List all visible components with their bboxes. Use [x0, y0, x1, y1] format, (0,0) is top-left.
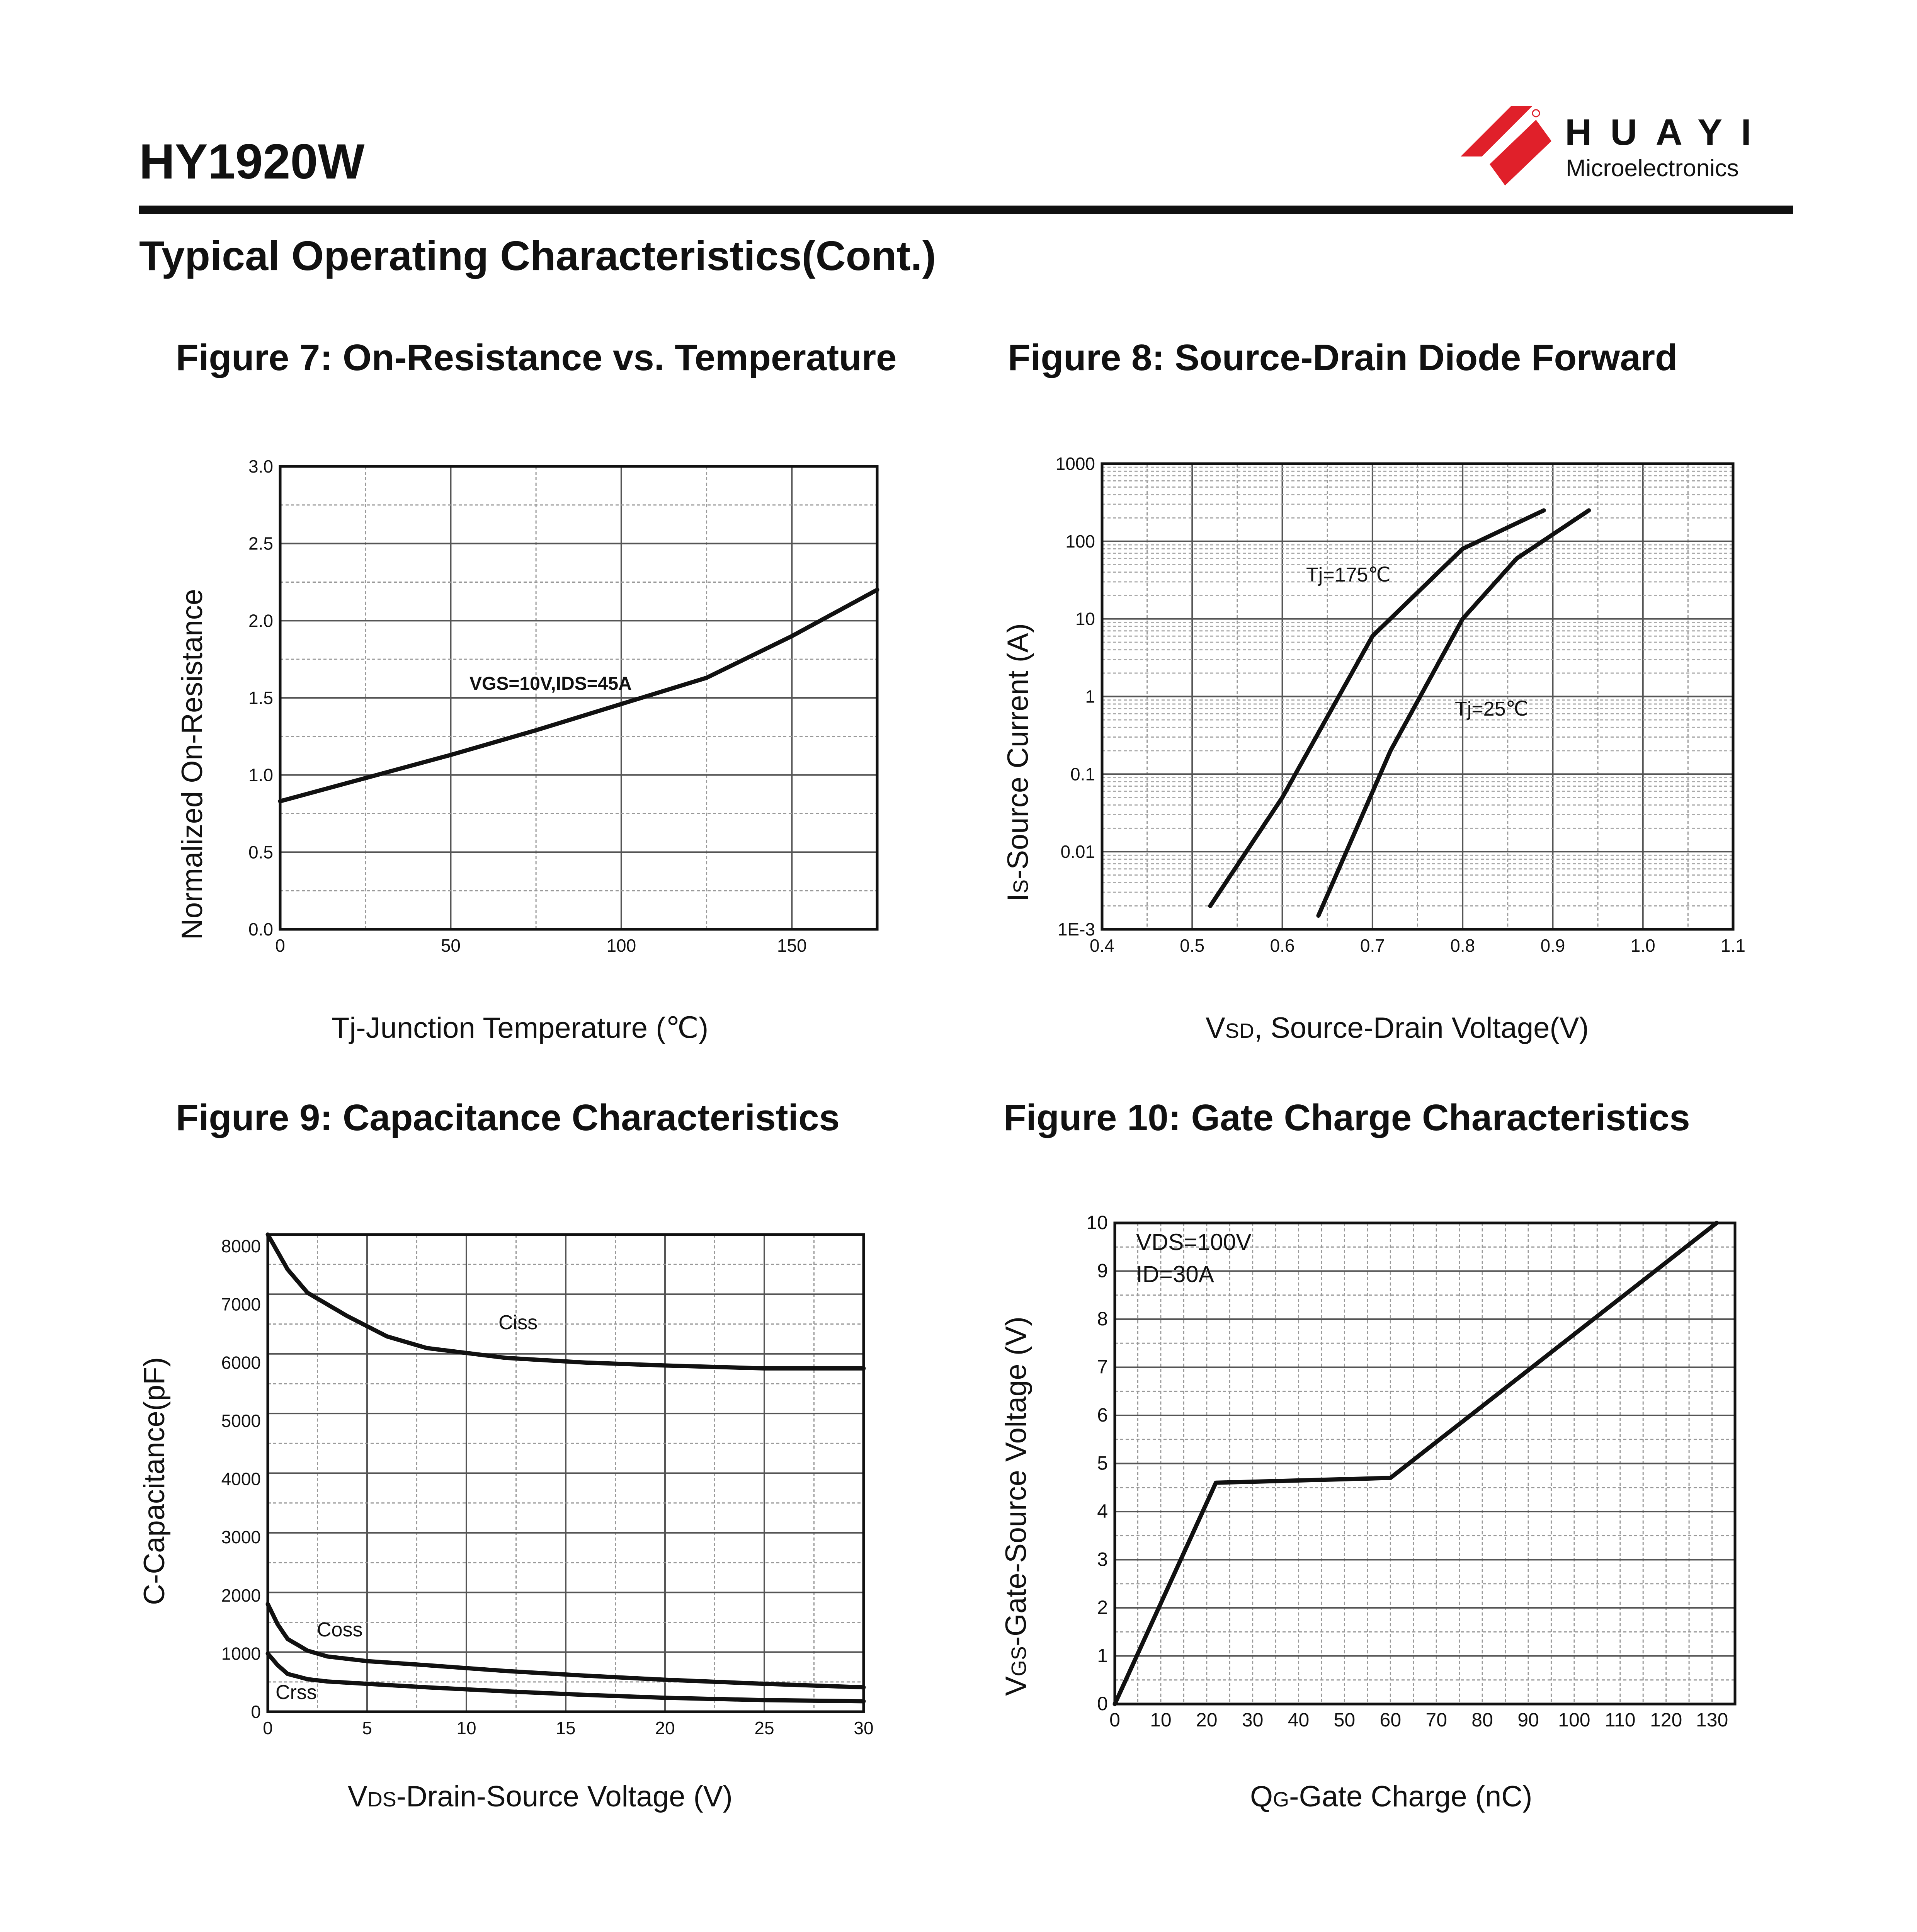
- figure-10-x-axis-title-sub: G: [1273, 1788, 1289, 1811]
- figure-7-title: Figure 7: On-Resistance vs. Temperature: [176, 337, 897, 378]
- section-title: Typical Operating Characteristics(Cont.): [139, 232, 936, 279]
- fig8-x-tick-label: 0.6: [1270, 935, 1295, 956]
- fig9-y-tick-label: 8000: [221, 1236, 261, 1257]
- fig7-x-tick-label: 50: [441, 935, 461, 956]
- figure-8-series-label-175: Tj=175℃: [1306, 564, 1391, 586]
- figure-8-y-axis-title: [1004, 569, 1033, 956]
- fig9-x-tick-label: 5: [362, 1718, 372, 1738]
- fig10-x-tick-label: 70: [1425, 1709, 1448, 1731]
- fig9-x-tick-label: 15: [556, 1718, 576, 1738]
- fig9-y-tick-label: 5000: [221, 1410, 261, 1431]
- fig10-y-tick-label: 10: [1086, 1212, 1108, 1233]
- figure-9-x-axis-title-rest: -Drain-Source Voltage (V): [396, 1780, 733, 1813]
- fig10-x-tick-label: 60: [1379, 1709, 1402, 1731]
- fig10-y-tick-label: 1: [1097, 1645, 1108, 1667]
- fig8-y-tick-label: 1: [1085, 686, 1095, 707]
- figure-9-x-axis-title-v: V: [348, 1780, 367, 1813]
- logo-subtext: Microelectronics: [1566, 155, 1739, 182]
- figure-9-y-axis-title: C-Capacitance(pF): [138, 1357, 171, 1605]
- figure-9-x-axis-title-sub: DS: [367, 1788, 396, 1811]
- figure-8-x-axis-title-v: V: [1206, 1012, 1225, 1044]
- fig10-y-tick-label: 5: [1097, 1452, 1108, 1474]
- fig9-x-tick-label: 20: [655, 1718, 675, 1738]
- fig9-y-tick-label: 3000: [221, 1527, 261, 1548]
- figure-7-x-axis-title: Tj-Junction Temperature (℃): [332, 1012, 709, 1044]
- fig8-x-tick-label: 0.9: [1540, 935, 1565, 956]
- fig10-y-tick-label: 7: [1097, 1356, 1108, 1378]
- figure-9-series-label-crss: Crss: [276, 1681, 317, 1704]
- fig8-y-tick-label: 10: [1075, 609, 1095, 629]
- figure-8-y-axis-title-rest: -Source Current (A): [1002, 623, 1034, 879]
- fig7-plot: [280, 466, 877, 929]
- fig10-x-tick-label: 40: [1288, 1709, 1310, 1731]
- fig10-x-tick-label: 10: [1150, 1709, 1172, 1731]
- fig9-y-tick-label: 7000: [221, 1294, 261, 1315]
- figure-10-annotation-vds: VDS=100V: [1136, 1229, 1252, 1255]
- fig7-y-tick-label: 2.5: [248, 533, 273, 554]
- fig9-x-tick-label: 0: [263, 1718, 273, 1738]
- fig8-x-tick-label: 1.1: [1721, 935, 1745, 956]
- figure-10-y-axis-title: [1002, 1278, 1031, 1734]
- figure-8-series-label-25: Tj=25℃: [1455, 698, 1528, 720]
- fig10-x-tick-label: 50: [1334, 1709, 1356, 1731]
- fig10-x-tick-label: 100: [1558, 1709, 1590, 1731]
- fig7-y-tick-label: 2.0: [248, 611, 273, 631]
- fig10-x-tick-label: 20: [1196, 1709, 1218, 1731]
- figure-10-x-axis-title-q: Q: [1250, 1780, 1273, 1813]
- fig10-x-tick-label: 30: [1242, 1709, 1264, 1731]
- figure-9-series-label-coss: Coss: [317, 1619, 363, 1641]
- fig10-plot: [1115, 1223, 1735, 1704]
- fig8-plot: [1102, 464, 1733, 929]
- fig8-x-tick-label: 0.8: [1450, 935, 1475, 956]
- fig9-y-tick-label: 1000: [221, 1643, 261, 1664]
- figure-8-x-axis-title: [1206, 1014, 1589, 1043]
- fig10-y-tick-label: 8: [1097, 1308, 1108, 1330]
- fig10-x-tick-label: 90: [1517, 1709, 1539, 1731]
- fig9-x-tick-label: 30: [854, 1718, 874, 1738]
- fig10-y-tick-label: 3: [1097, 1548, 1108, 1570]
- fig7-x-tick-label: 150: [777, 935, 807, 956]
- figure-7-annotation: VGS=10V,IDS=45A: [469, 673, 632, 694]
- fig10-y-tick-label: 6: [1097, 1404, 1108, 1426]
- fig7-x-tick-label: 100: [606, 935, 636, 956]
- fig10-y-tick-label: 0: [1097, 1693, 1108, 1714]
- figure-10-y-axis-title-v: V: [1000, 1676, 1032, 1696]
- fig9-y-tick-label: 2000: [221, 1585, 261, 1605]
- fig10-x-tick-label: 130: [1696, 1709, 1728, 1731]
- figure-10-annotation-id: ID=30A: [1136, 1261, 1214, 1287]
- fig8-y-tick-label: 1000: [1055, 454, 1095, 474]
- fig10-y-tick-label: 2: [1097, 1597, 1108, 1618]
- fig8-y-tick-label: 0.1: [1070, 764, 1095, 784]
- fig9-x-tick-label: 10: [456, 1718, 476, 1738]
- figure-10-x-axis-title: [1250, 1782, 1532, 1811]
- fig10-x-tick-label: 0: [1109, 1709, 1120, 1731]
- fig7-y-tick-label: 0.5: [248, 842, 273, 862]
- figure-8-x-axis-title-sub: SD: [1225, 1019, 1254, 1043]
- fig9-y-tick-label: 4000: [221, 1469, 261, 1489]
- fig10-y-tick-label: 9: [1097, 1260, 1108, 1282]
- fig9-y-tick-label: 0: [251, 1702, 261, 1722]
- figure-9-title: Figure 9: Capacitance Characteristics: [176, 1097, 840, 1138]
- part-number-title: HY1920W: [139, 134, 365, 189]
- fig7-y-tick-label: 1.5: [248, 688, 273, 708]
- figure-8-x-axis-title-rest: , Source-Drain Voltage(V): [1254, 1012, 1589, 1044]
- figure-10-x-axis-title-rest: -Gate Charge (nC): [1289, 1780, 1533, 1813]
- fig7-x-tick-label: 0: [275, 935, 285, 956]
- fig7-y-tick-label: 3.0: [248, 456, 273, 476]
- figure-9-x-axis-title: [348, 1782, 733, 1811]
- figure-10-y-axis-title-sub: GS: [1007, 1646, 1031, 1677]
- figure-8-y-axis-title-i: I: [1002, 893, 1034, 902]
- fig7-y-tick-label: 0.0: [248, 919, 273, 939]
- figure-8-title: Figure 8: Source-Drain Diode Forward: [1008, 337, 1678, 378]
- fig7-y-tick-label: 1.0: [248, 765, 273, 785]
- fig10-x-tick-label: 110: [1604, 1709, 1636, 1731]
- fig8-y-tick-label: 0.01: [1060, 842, 1095, 862]
- figure-10-y-axis-title-rest: -Gate-Source Voltage (V): [1000, 1316, 1032, 1646]
- fig9-x-tick-label: 25: [754, 1718, 774, 1738]
- fig8-x-tick-label: 0.4: [1090, 935, 1114, 956]
- figure-8-y-axis-title-sub: S: [1009, 879, 1032, 893]
- logo-text: HUAYI: [1565, 112, 1770, 153]
- fig10-y-tick-label: 4: [1097, 1500, 1108, 1522]
- figure-7-y-axis-title: Normalized On-Resistance: [176, 588, 209, 940]
- figure-10-title: Figure 10: Gate Charge Characteristics: [1004, 1097, 1690, 1138]
- fig10-x-tick-label: 80: [1471, 1709, 1493, 1731]
- fig9-y-tick-label: 6000: [221, 1352, 261, 1373]
- figure-9-series-label-ciss: Ciss: [498, 1311, 538, 1334]
- fig8-y-tick-label: 1E-3: [1057, 919, 1095, 939]
- fig8-x-tick-label: 1.0: [1630, 935, 1655, 956]
- fig7-series-line: [280, 590, 877, 801]
- fig8-x-tick-label: 0.7: [1360, 935, 1385, 956]
- fig8-y-tick-label: 100: [1065, 531, 1095, 551]
- fig10-x-tick-label: 120: [1650, 1709, 1682, 1731]
- fig8-x-tick-label: 0.5: [1180, 935, 1205, 956]
